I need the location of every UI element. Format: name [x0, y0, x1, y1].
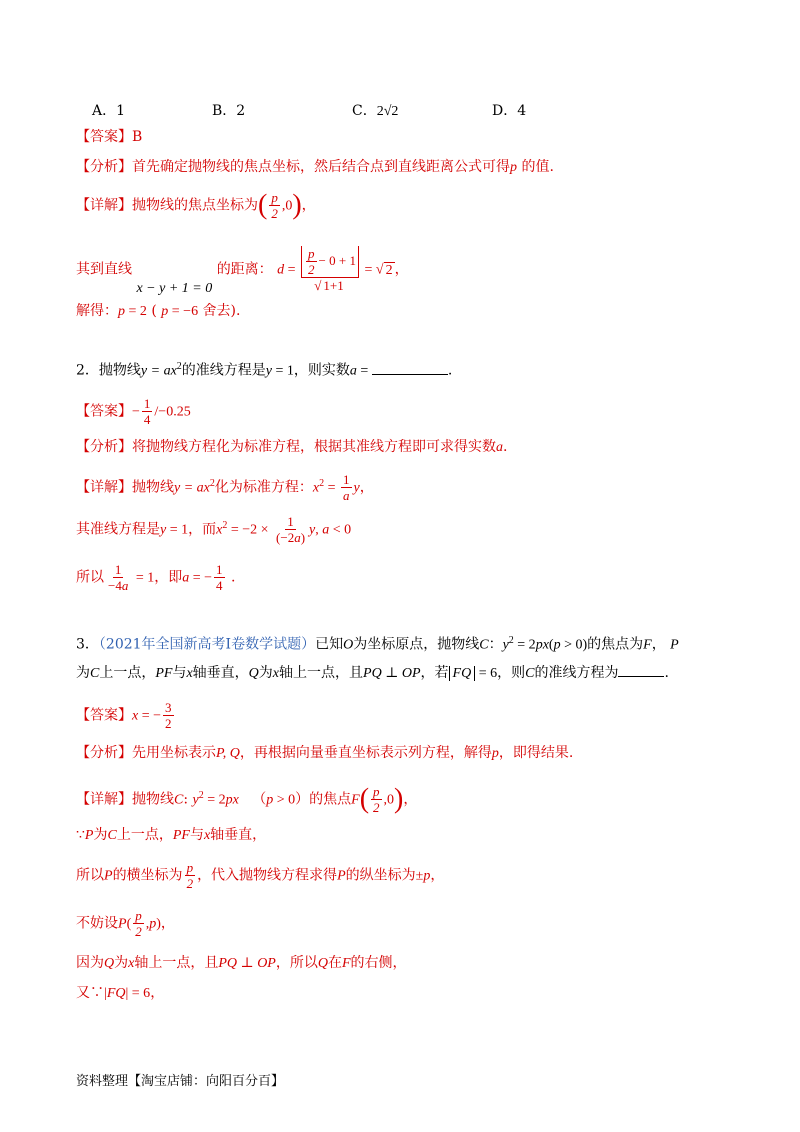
- q3-because: ∵P为C上一点，PF与x轴垂直，: [76, 827, 267, 843]
- q2-detail: 【详解】抛物线$y = ax^2$化为标准方程：$x^2$ = $\frac{1}{a}$ y，: [76, 472, 374, 503]
- q2-analysis: 【分析】将抛物线方程化为标准方程，根据其准线方程即可求得实数a.: [76, 439, 508, 455]
- option-c: C．2√2: [352, 103, 399, 119]
- q2-answer: 【答案】− $\frac{1}{4}$ /−0.25: [76, 396, 191, 427]
- q1-distance: 其到直线 x − y + 1 = 0 的距离： d = $\frac{p}{2}$ − 0 + 1 √ 1+1 = √ 2 ，: [76, 246, 409, 296]
- q3-stem-line2: 为C上一点，PF与x轴垂直，Q为x轴上一点，且PQ ⊥ OP，若 FQ = 6，则C的准线方程为 .: [76, 662, 669, 685]
- footer: 资料整理【淘宝店铺：向阳百分百】: [76, 1074, 285, 1089]
- q1-analysis: 【分析】首先确定抛物线的焦点坐标，然后结合点到直线距离公式可得p 的值.: [76, 159, 554, 175]
- q1-solve: 解得：p = 2 ( p = −6 舍去).: [76, 303, 241, 319]
- q3-analysis: 【分析】先用坐标表示P, Q，再根据向量垂直坐标表示列方程，解得p，即得结果.: [76, 745, 574, 761]
- option-a: A．1: [92, 103, 126, 119]
- q1-answer: 【答案】B: [76, 129, 143, 145]
- q3-also: 又∵|FQ| = 6，: [76, 985, 165, 1001]
- q2-so: 所以 $\frac{1}{-4a}$ = 1，即a = − $\frac{1}{4}$ .: [76, 562, 236, 593]
- q2-directrix: 其准线方程是y = 1，而$x^2 = -2$ × $\frac{1}{(-2a)}$ y, a < 0: [76, 514, 352, 545]
- option-b: B．2: [212, 103, 246, 119]
- q3-stem-line1: 3．（2021年全国新高考Ⅰ卷数学试题）已知O为坐标原点，抛物线C：$y^2 = 2px(p > 0)$的焦点为F， P: [76, 635, 679, 653]
- option-d: D．4: [492, 103, 527, 119]
- q3-since: 因为Q为x轴上一点，且PQ ⊥ OP，所以Q在F的右侧，: [76, 955, 407, 971]
- q2-stem: 2．抛物线$y = ax^2$的准线方程是y = 1，则实数a = .: [76, 361, 453, 379]
- q3-detail: 【详解】抛物线C: $y^2 = 2px$ （p > 0）的焦点F( $\frac{p}{2}$ ,0)，: [76, 783, 418, 815]
- q3-answer: 【答案】x = − $\frac{3}{2}$: [76, 700, 172, 731]
- q1-detail: 【详解】抛物线的焦点坐标为( $\frac{p}{2}$ ,0)，: [76, 189, 316, 221]
- q3-assume: 不妨设P( $\frac{p}{2}$ ,p)，: [76, 908, 175, 939]
- q3-horizontal: 所以P的横坐标为 $\frac{p}{2}$ ，代入抛物线方程求得P的纵坐标为±p，: [76, 860, 445, 891]
